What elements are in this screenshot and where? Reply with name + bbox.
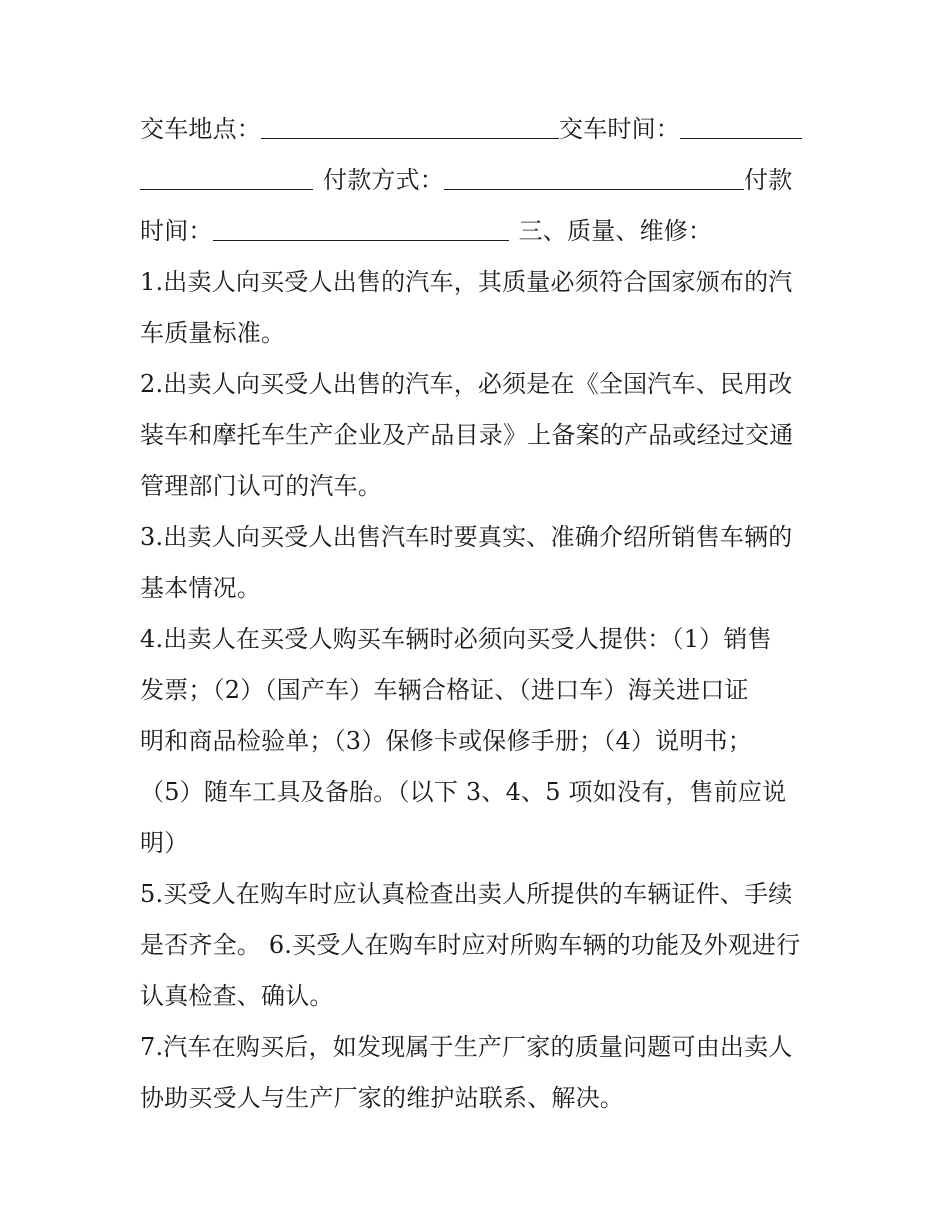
text-line: （5）随车工具及备胎。（以下 3、4、5 项如没有，售前应说	[140, 778, 787, 806]
text-line: 发票；（2）（国产车）车辆合格证、（进口车）海关进口证	[140, 676, 749, 704]
document-body	[140, 104, 812, 1124]
text-line: 1.出卖人向买受人出售的汽车，其质量必须符合国家颁布的汽	[140, 268, 793, 296]
text-line: 认真检查、确认。	[140, 982, 334, 1010]
section-three-heading: 三、质量、维修：	[518, 217, 713, 245]
payment-time-label-start: 付款	[744, 166, 793, 194]
delivery-time-blank[interactable]	[680, 114, 802, 139]
text-line: 4.出卖人在买受人购买车辆时必须向买受人提供：（1）销售	[140, 625, 772, 653]
text-line: 管理部门认可的汽车。	[140, 472, 382, 500]
text-line: 基本情况。	[140, 574, 261, 602]
payment-method-line	[140, 155, 812, 206]
text-line: 明和商品检验单；（3）保修卡或保修手册；（4）说明书；	[140, 727, 752, 755]
text-line: 2.出卖人向买受人出售的汽车，必须是在《全国汽车、民用改	[140, 370, 793, 398]
text-line: 7.汽车在购买后，如发现属于生产厂家的质量问题可由出卖人	[140, 1033, 793, 1061]
payment-method-blank[interactable]	[444, 165, 744, 190]
text-line: 3.出卖人向买受人出售汽车时要真实、准确介绍所销售车辆的	[140, 523, 793, 551]
text-line: 装车和摩托车生产企业及产品目录》上备案的产品或经过交通	[140, 421, 794, 449]
text-line: 协助买受人与生产厂家的维护站联系、解决。	[140, 1084, 624, 1112]
text-line: 5.买受人在购车时应认真检查出卖人所提供的车辆证件、手续	[140, 880, 793, 908]
text-line: 是否齐全。 6.买受人在购车时应对所购车辆的功能及外观进行	[140, 931, 801, 959]
delivery-line	[140, 104, 812, 155]
payment-time-line	[140, 206, 812, 257]
delivery-time-label: 交车时间：	[559, 115, 680, 143]
payment-time-label-end: 时间：	[140, 217, 213, 245]
text-line: 明）	[140, 829, 189, 857]
payment-method-label: 付款方式：	[323, 166, 444, 194]
delivery-time-blank-continued[interactable]	[140, 165, 313, 190]
delivery-place-label: 交车地点：	[140, 115, 261, 143]
text-line: 车质量标准。	[140, 319, 286, 347]
delivery-place-blank[interactable]	[261, 114, 559, 139]
payment-time-blank[interactable]	[213, 216, 509, 241]
